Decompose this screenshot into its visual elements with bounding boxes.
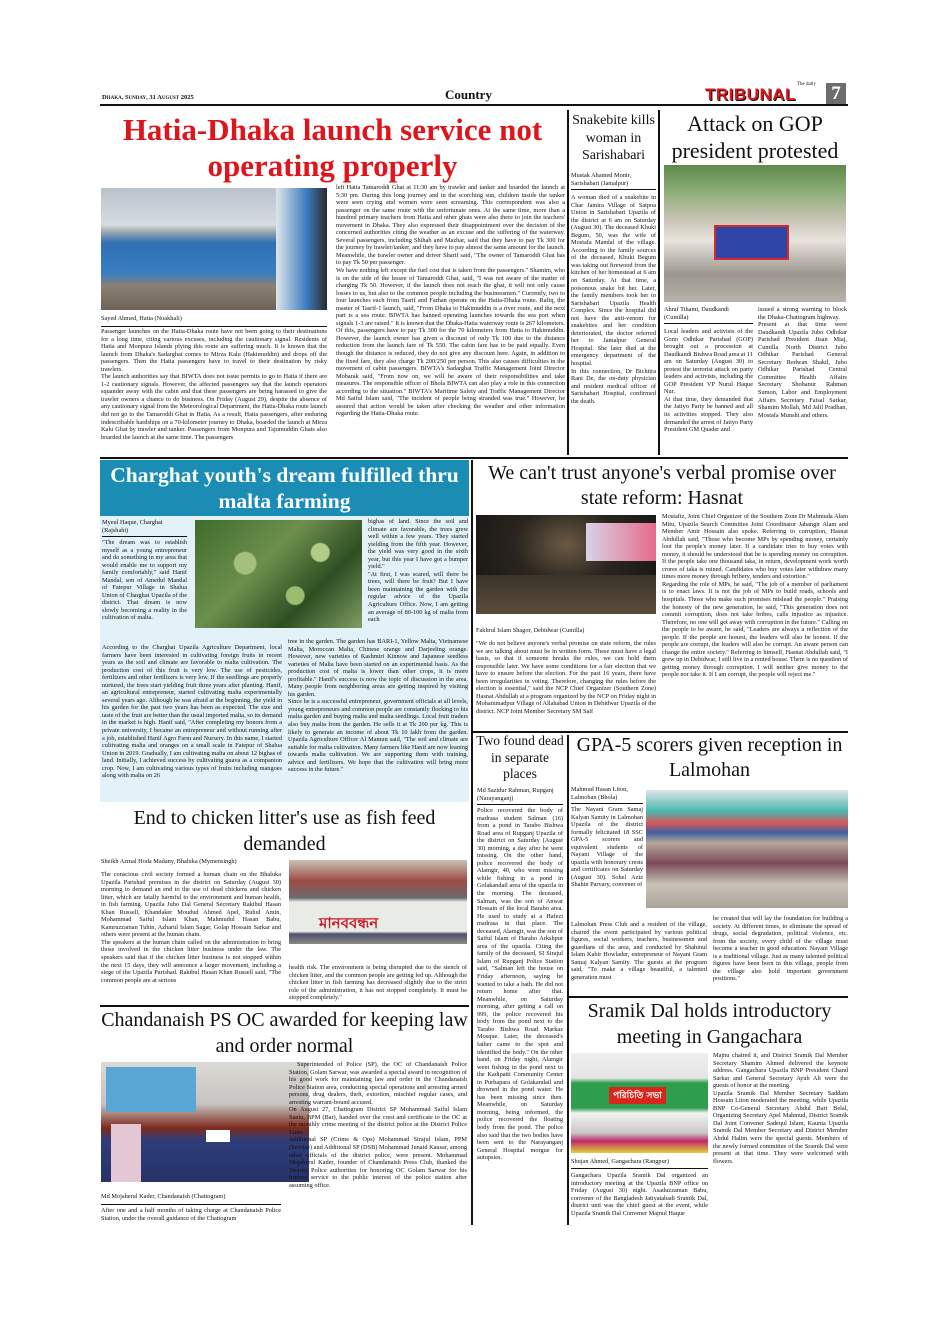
body-gop-right [758,306,847,419]
paragraph: Additional SP (Crime & Ops) Mohammad Sirajul Islam, PPM (Service) and Additional SP (DSB) Mohammad Junaid Kausar, among other officials of the district police, were present. Mohammad Mojaherul Kader, founder of Chandanaish Press Club, thanked the District Police authorities for honoring OC Golam Sarwar for his tireless service to the public interest of the police station after assuming office. [289,1136,467,1189]
byline-hasnat: Fakhrul Islam Shagor, Debidwar (Cumilla) [476,627,585,634]
headline-chicken: End to chicken litter's use as fish feed demanded [133,807,436,855]
body-sramik-left [571,1172,708,1217]
column-divider [567,735,569,1225]
masthead [100,84,848,106]
body-chicken-right [289,964,467,1002]
headline-chandanaish: Chandanaish PS OC awarded for keeping law and order normal [101,1009,468,1057]
byline-gpa: Mahmud Hasan Liton, Lalmohan (Bhola) [571,786,643,804]
paragraph: Majnu chaired it, and District Sramik Dal Member Secretary Shamim Ahmed delivered the keynote address. Gangachara Upazila BNP President Chand Sarkar and General Secretary Ayub Ali were the guests of honor at the meeting. [713,1052,848,1090]
body-chandanaish-left [101,1207,281,1222]
body-charghat-bottom-left [102,644,282,780]
headline-hasnat: We can't trust anyone's verbal promise over state reform: Hasnat [488,462,836,509]
body-charghat-bottom-right [288,638,468,774]
paragraph: Since he is a successful entrepreneur, government officials at all levels, young entrepreneurs and common people are constantly flocking to his malta garden and buying malta and malta seedlings. Local fruit traders also buy malta from the garden. He sells it at Tk 200 per kg. This is likely to generate an income of about Tk 10 lakh from the garden. Upazila Agriculture Officer Al Mamun said, "The soil and climate are suitable for malta cultivation. Many farmers like Hanif are now leaning towards malta cultivation. We are supporting them with training, advice and fertilizers. We hope that the cultivation will bring more success in the future." [288,698,468,774]
paragraph: After one and a half months of taking charge at Chandanaish Police Station, under the overall guidance of the Chattogram [101,1207,281,1222]
body-chicken-left [101,871,281,984]
paragraph: Gangachara Upazila Sramik Dal organized an introductory meeting at the Upazila BNP office on Friday (August 30) night. Asaduzzaman Babu, convener of the Bangladesh Jatiyatabadi Sramik Dal, district unit was the chief guest at the event, while Upazila Sramik Dal Convener Majnul Haque [571,1172,708,1217]
column-divider [567,110,569,455]
body-two-dead [477,807,563,1162]
paragraph: Regarding the role of MPs, he said, "The job of a member of parliament is to enact laws. It is not the job of MPs to build roads, schools and hospitals. Those who make such promises mislead the people." Praising the honesty of the new generation, he said, "This generation does not commit corruption, does not take bribes, calls injustice as injustice. Therefore, no one will get away with corruption in the future." Calling on the people to be aware, he said, "Leaders are always a reflection of the people. If the people are honest, the leaders will also be honest. If the people are corrupt, the leaders will also be corrupt. An aware person can change the entire society." Referring to himself, Hasnat Abdullah said, "I grew up in Debidwar, I still live in a rented house. There is no question of getting money through corruption. I will neither give money to the people nor take it. If I am corrupt, the people will reject me." [662,580,848,679]
body-gop-left [664,328,753,434]
headline-charghat: Charghat youth's dream fulfilled thru malta farming [100,460,469,516]
paragraph: be created that will lay the foundation for building a society. At different times, to eliminate the spread of drugs, social degradation, political violence, etc. from the society, every child of the village must become a teacher in good education. Nayani Village is a traditional village. Just as many talented political figures have been born in this village, people from the village also hold important government positions." [713,915,848,983]
paragraph: Police recovered the body of madrasa student Salman (16) from a pond in Tarabo Bishwa Road area of Rupganj Upazila of the district on Saturday (August 30) morning, a day after he went missing. On the other hand, police recovered the body of Alamgir, 40, who went missing while fishing in a pond in Golakandail area of the upazila in the morning. The deceased, Salman, was the son of Anwar Hossain of the local Barabo area. He used to study at a Hafezi madrasa in that place. The deceased, Alamgir, was the son of Saiful Islam of Harabo Arkshpur area of the upazila. Citing the family of the deceased, SI Sirajul Islam of Rupganj Police Station said, "Salman left the house on Friday afternoon, saying he wanted to take a bath. He did not return home after that. Meanwhile, on Saturday morning, after getting a call on 999, the police recovered his body from the pond next to the Tarabo Bishwa Road Markaz Mosque. Later, the deceased's father came to the spot and identified the body." On the other hand, on Friday night, Alamgir went fishing in the pond next to the Kadipatti Community Center in Purbapara of Golakandail and drowned in the pond water. He has been missing since then. Meanwhile, on Saturday morning, being informed, the police recovered the floating body from the pond. The police also said that the two bodies have been sent to the Narayanganj General Hospital morgue for autopsies. [477,807,563,1162]
paragraph: We have nothing left except the fuel cost that is taken from the passengers." Shamim, who is on the side of the lessee of Tamaroddi Ghat, said, "I was not aware of the matter of charging Tk 50. However, if the launch does not reach the ghat, it will not only cause losses to us, but also to the common people including the businessmen." Currently, two to four launches each from Tasrif and Farhan operate on the Hatia-Dhaka route. Rafiq, the master of Tasrif-1 launch, said, "From Dhaka to Hakimuddin is a river route, and the next part is a sea route. BIWTA has banned operating launches towards the sea port when signals 1-3 are raised." It is known that the Dhaka-Hatia waterway route is 267 kilometers. Of this, passengers have to pay Tk 300 for the 70 kilometers from Hatia to Hakimuddin. However, the launch owner has given a discount of only Tk 100 due to the distance reduction from the launch fare of Tk 550. The cabin fare has to be paid equally. Even though the distance is reduced, they do not give any discount here. Again, in addition to the fixed fare, they also charge Tk 200/250 per person. This also causes difficulties in the movement of cabin passengers. BIWTA's Sadarghat Traffic Management Joint Director Mobarak said, "From now on, we will be aware of their responsibilities and take measures. The responsible officer of Bhola BIWTA can also play a role in this connection according to the situation." BIWTA's Maritime Safety and Traffic Management Director Md Saiful Islam said, "The incident of people being stranded was true." However, he assured that action would be taken after checking the weather and other information regarding the Hatia-Dhaka route. [336,267,565,418]
paragraph: The Nayani Gram Samaj Kalyan Samity in Lalmohan Upazila of the district formally felicitated 18 SSC GPA-5 scorers and equivalent students of Nayani Village of the upazila with honorary crests and certificates on Saturday (August 30). Sohel Aziz Shahin Parvary, convener of [571,806,643,889]
byline-snakebite: Mustak Ahamed Monir, Sarishabari (Jamalpur) [571,172,656,190]
body-charghat-side [368,518,468,624]
paragraph: Superintended of Police (SP), the OC of Chandanaish Police Station, Golam Sarwar, was awarded a special award in recognition of his good work for maintaining law and order in the Chandanaish Police Station area, conducting special operations and arresting armed persons, drug dealers, theft, extortion, mischief regular cases, and arresting warrant-bound accused. [289,1061,467,1106]
paragraph: health risk. The environment is being disrupted due to the stench of chicken litter, and the common people are getting fed up. Although the chicken litter in fish farming has decreased slightly due to the strict role of the administration, it has not stopped completely. It must be stopped completely." [289,964,467,1002]
paragraph: Passenger launches on the Hatia-Dhaka route have not been going to their destinations for a long time, citing various excuses, including the cautionary signal. Residents of Hatia and Monpura Islands plying this route are suffering much. It is known that the launch from Dhaka's Sadarghat comes to Mirza Kalu (Hakimuddin) and drops off the passengers. Then the Hatia passengers have to travel to their destination by risky trawlers. [101,328,327,373]
body-hasnat-left [476,640,656,715]
paragraph: The speakers at the human chain called on the administration to bring those involved in the chicken litter business under the law. The speakers said that if the chicken litter business is not stopped within the next 15 days, they will announce a larger movement, including a siege of the Upazila Parishad. Rakibul Hasan Khan Russell said, "The common people are at serious [101,938,281,984]
paragraph: "The dream was to establish myself as a young entrepreneur and do something in my area that would enable me to support my family comfortably," said Hanif Mandal, son of Amedul Mandal of Fatepur Village in Shalua Union of Charghat Upazila of the district. That dream is now slowly becoming a reality in the cultivation of malta. [102,539,187,622]
photo-award-ceremony [101,1062,309,1182]
body-chandanaish-right [289,1061,467,1189]
paragraph: Lalmohan Press Club and a resident of the village, chaired the event participated by various political figures, social workers, teachers, businessmen and guardians of the area, and conducted by Shahinul Islam Kabir Howlader, entrepreneur of Nayani Gram Samaj Kalyan Samity. The guests at the program said, "To make a village beautiful, a talented generation must [571,921,707,981]
page-number: 7 [826,83,846,104]
headline-sramik: Sramik Dal holds introductory meeting in Gangachara [587,1000,832,1048]
paragraph: The launch authorities say that BIWTA does not issue permits to go to Hatia if there are 1-2 cautionary signals. However, the affected passengers say that the launch operators squander away with the cabin and that these passengers are being harassed to give the trawler owners a chance to do business. On Friday (August 29), despite the absence of any cautionary signal from the Meteorological Department, the Hatia-Dhaka route launch did not go to the Tamaroddi Ghat in Hatia. As a result, Hatia passengers, after enduring indescribable hardships on a 70-kilometer journey to Dhaka, boarded the launch at Mirza Kalu Ghat by trawler and tanker. Passengers from Monpura and Tajumuddin Ghats also boarded the launch at the same time. The passengers [101,373,327,441]
photo-gop-procession [664,165,846,302]
byline-hatia: Sayed Ahmed, Hatia (Noakhali) [101,315,327,327]
headline-gpa: GPA-5 scorers given reception in Lalmohan [576,734,843,781]
photo-malta-tree [195,520,362,628]
paragraph: "At first, I was scared, will there be trees, will there be fruit? But I have been maintaining the garden with the regular advice of the Upazila Agriculture Office. Now, I am getting an average of 80-100 kg of malta from each [368,570,468,624]
logo-wordmark: TRIBUNAL [705,85,796,104]
section-name: Country [445,87,492,102]
paragraph: bighas of land. Since the soil and climate are favorable, the trees grew well within a few years. They started yielding from the fifth year. However, the yield was very good in the sixth year, but this year I have got a bumper yield." [368,518,468,571]
body-gpa-right [713,915,848,983]
body-sramik-right [713,1052,848,1165]
headline-hatia: Hatia-Dhaka launch service not operating properly [122,112,543,183]
body-snakebite [571,194,656,405]
paragraph: According to the Charghat Upazila Agriculture Department, local farmers have been interested in cultivating foreign fruits in recent years as the soil and climate are favorable to malta cultivation. The production cost of this fruit is very low. The use of pesticides, fertilizers and other fertilizers is very low. If the seedlings are properly nurtured, the trees start yielding fruit three years after planting. Hanif, an agricultural entrepreneur, started cultivating malta experimentally several years ago. Although he was afraid at the beginning, the yield in his garden for the past two years has been as expected. The size and taste of the fruit are better than the usual imported malta, so its demand in the market is high. Hanif said, "After completing my honors from a private university, I became an entrepreneur and without running after a job, established Hanif Agro Farm and Nursery. In this name, I started cultivating malta and oranges on a small scale in Fatepur of Shalua Union in 2019. Gradually, I am cultivating malta on about 12 bighas of land. Initially, I achieved success by cultivating guava as a companion crop. Now, I am cultivating various types of fruits including mangoes along with malta on 26 [102,644,282,780]
body-hatia-right [336,184,565,418]
banner-text: পরিচিতি সভা [609,1087,666,1104]
paragraph: On August 27, Chattogram District SP Mohammad Saiful Islam Santu, BPM (Bar), handed over the crest and certificate to the OC at the monthly crime meeting of the district police at the District Police Lines. [289,1106,467,1136]
column-divider [658,110,660,455]
paragraph: The conscious civil society formed a human chain on the Bhaluka Upazila Parishad premises in the district on Saturday (August 30) morning to demand an end to the use of dead chickens and chicken litter, which are fatally harmful to the environment and human health, in fish farming. Upazila Jubo Dal General Secretary Rakibul Hasan Khan Russell, Khandaker Moudud Ahmed Apel, Ruhul Amin, Mohammad Saiful Islam Khan, Mahmudul Hasan Babu, Kamruzzaman Tuhin, Azharul Islam Sagar, Golap Hossain Sarkar and others were present at the human chain. [101,871,281,939]
byline-gop: Ahraf Tihami, Daudkandi (Cumilla) [664,306,753,324]
paragraph: tree in the garden. The garden has BARI-1, Yellow Malta, Vietnamese Malta, Moroccan Malta, Chinese orange and Darjeeling orange. However, new varieties of Kashmiri Kinnow and Japanese seedless varieties of Malta have been started on an experimental basis. As the production cost of malta is lower than other crops, it is more profitable." Hanif's success is now the topic of discussion in the area. Many people from neighboring areas are getting inspired by visiting his garden. [288,638,468,698]
byline-two-dead: Md Sazidur Rahman, Rupganj (Narayanganj) [477,787,563,805]
tribunal-logo [705,84,825,104]
paragraph: Local leaders and activists of the Gono Odhikar Parishad (GOP) brought out a procession at Daudkandi Bishwa Road area at 11 am on Saturday (August 30) to protest the terrorist attack on party leaders and activists, including the GOP President VP Nurul Haque Nur. [664,328,753,396]
body-charghat-intro [102,539,187,622]
body-hasnat-right [662,513,848,679]
issue-date: Dhaka, Sunday, 31 August 2025 [102,94,194,101]
paragraph: Upazila Sramik Dal Member Secretary Saddam Hossain Liton moderated the meeting, while Upazila BNP Co-General Secretary Abdul Bari Belal, Organizing Secretary Apel Mahmud, District Sramik Dal Joint Convener Sadequl Islam, Kaunia Upazila Sramik Dal Member Secretary and District Member Abdul Halim were the special guests. Members of the newly formed committee of the Sramik Dal were present at that time. They were welcomed with flowers. [713,1089,848,1165]
article-charghat [100,460,469,802]
photo-hasnat-rally [476,515,656,614]
paragraph: Mostafiz, Joint Chief Organizer of the Southern Zone Dr Mahmuda Alam Mitu, Upazila Search Committee Joint Coordinator Jahangir Alam and Member Amir Hossain also spoke. Referring to corruption, Hasnat Abdullah said, "Those who become MPs by spending money, certainly loot the people's money later. If a candidate tries to buy votes with money, it should be understood that he is spending money on corruption. If the people take one thousand taka, in return, development work worth crores of taka is ruined. Candidates who buy votes later withdraw many times more money through bribery, tenders and extortion." [662,513,848,581]
body-gpa-left [571,921,707,981]
byline-chandanaish: Md Mojaherul Kader, Chandanaish (Chattogram) [101,1193,281,1205]
photo-human-chain [289,860,467,944]
body-hatia-left [101,328,327,441]
paragraph: "We do not believe anyone's verbal promise on state reform, the rules we are talking about must be in written form. These must have a legal basis, so that if someone breaks the rules, we can hold them responsible later. We have some conditions for a fair election that we have to ensure before the election. For the past 16 years, there have been irregularities in voting. Therefore, changing the rules before the election is essential," said the NCP Chief Organizer (Southern Zone) Hasnat Abdullah at a program organized by the NCP on Friday night in Mohammadpur Village of Allahabad Union in Debidwar Upazila of the district. NCP Joint Member Secretary SM Saif [476,640,656,715]
paragraph: Present at that time were Daudkandi Upazila Jubo Odhikar Parishad President Jisan Miaj, Cumilla North District Jubo Odhikar Parishad General Secretary Redwan Shakil, Jubo Odhikar Parishad Central Committee Health Affairs Secretary Shohanur Rahman Sumon, Labor and Employment Affairs Secretary Faisal Sarkar, Shamim Mollah, Md Jalil Pradhan, Mostafa Munshi and others. [758,321,847,419]
byline-charghat: Myeul Haque, Charghat (Rajshahi) [102,519,187,537]
paragraph: At that time, they demanded that the Jatiyo Party be banned and all its activities stopped. They also demanded the arrest of Jatiyo Party President GM Quader and [664,395,754,434]
headline-two-dead: Two found dead in separate places [476,733,564,781]
logo-tagline: The daily [797,82,817,87]
byline-sramik: Shujan Ahmed, Gangachara (Rangpur) [571,1158,708,1169]
paragraph: In this connection, Dr Bichitra Rani De, the on-duty physician and resident medical officer of Sarishabari Hospital, confirmed the death. [571,367,656,405]
paragraph: A woman died of a snakebite in Char Jamira Village of Satpoa Union in Sarishabari Upazila of the district at 6 am on Saturday (August 30). The deceased Khuki Begum, 50, was the wife of Mostafa Mandal of the village. According to the family sources of the deceased, Khuki Begum was taking out firewood from the kitchen of her homestead at 6 am on Saturday. At that time, a poisonous snake bit her. Later, the family members took her to Sarishabari Upazila Health Complex. Since the hospital did not have the anti-venom for snakebites and her condition deteriorated, the doctor referred her to Jamalpur General Hospital. She later died at the emergency department of the hospital. [571,194,656,368]
headline-gop: Attack on GOP president protested [671,111,839,163]
byline-chicken: Sheikh Azmal Hoda Madany, Bhaluka (Mymensingh) [101,858,237,865]
row-divider [100,457,848,459]
headline-snakebite: Snakebite kills woman in Sarishabari [572,113,655,163]
banner-text: মানববন্ধন [319,914,379,932]
photo-gpa-reception [646,790,848,908]
photo-launch-ghat [101,188,327,310]
column-divider [471,460,473,1225]
paragraph: left Hatia Tamaroddi Ghat at 11:30 am by trawler and tanker and boarded the launch at 5:30 pm. During this long journey and in the scorching sun, children inside the tanker were seen crying and women were seen screaming. This correspondent was also a passenger on the same route with the unfortunate ones. At the same time, more than a hundred primary teachers from Hatia and other ghats were also there to join the teachers' movement in Dhaka. They also expressed their disappointment over the decision of the concerned authorities citing the weather as an excuse and the suffering of the waterway. Several passengers, including Shihab and Mazhar, said that they have to pay Tk 300 for the journey by trawler/tanker, and they have to pay almost the same amount for the launch. Meanwhile, the trawler owner and driver Sharif said, "The owner of Tamaroddi Ghat has to pay Tk 50 per passenger. [336,184,565,267]
body-gpa-top [571,806,643,889]
photo-sramik-meeting [571,1053,708,1153]
paragraph: issued a strong warning to block the Dhaka-Chattogram highway. [758,306,847,321]
